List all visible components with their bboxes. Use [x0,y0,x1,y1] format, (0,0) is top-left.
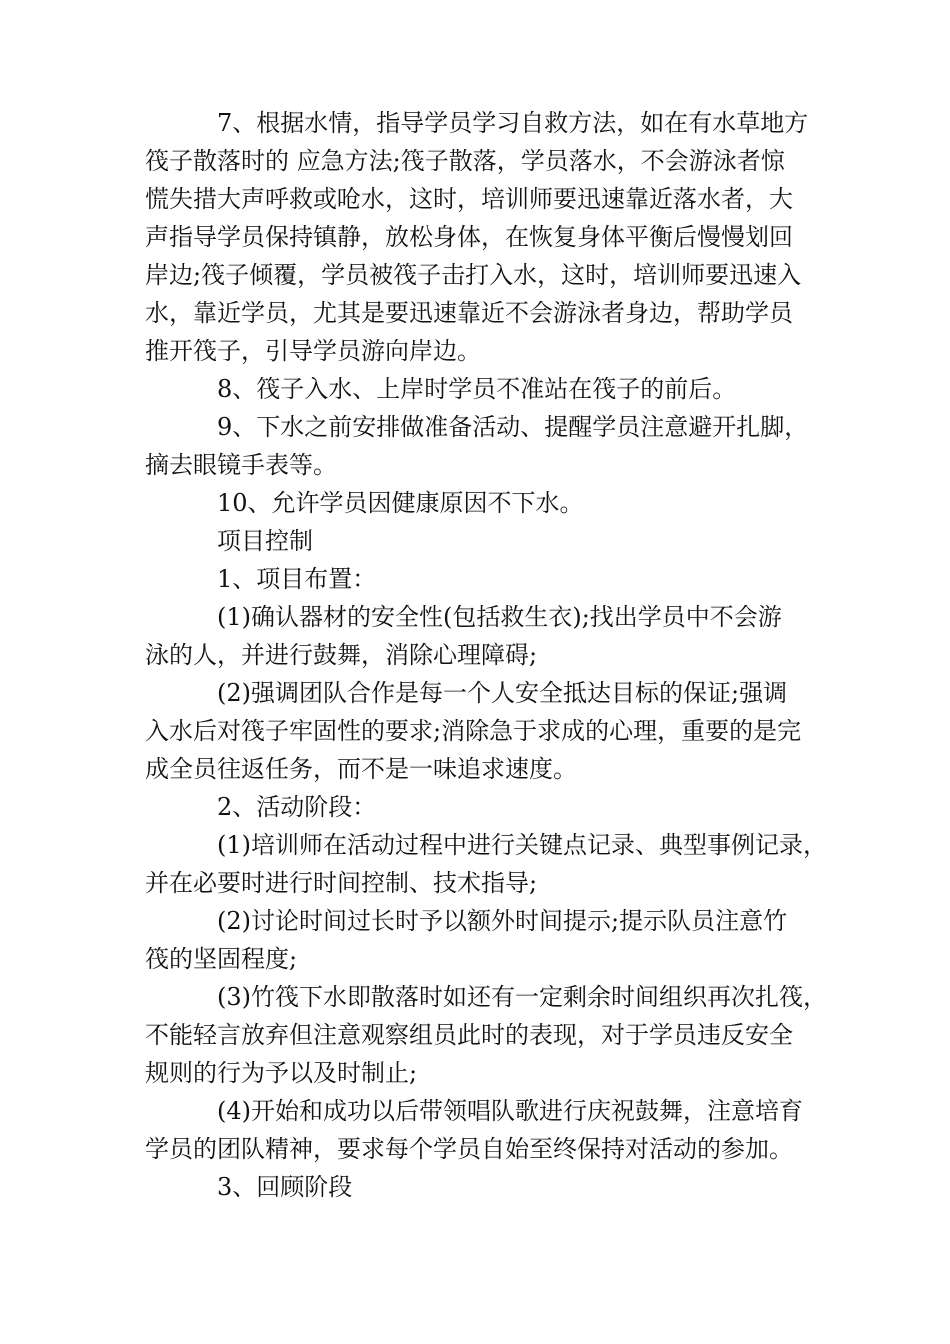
paragraph-first-line: (3)竹筏下水即散落时如还有一定剩余时间组织再次扎筏， [217,983,827,1011]
paragraph-line: 岸边;筏子倾覆，学员被筏子击打入水，这时，培训师要迅速入 [145,261,802,289]
paragraph-first-line: 1、项目布置： [217,565,377,593]
paragraph-first-line: (1)培训师在活动过程中进行关键点记录、典型事例记录， [217,831,827,859]
paragraph-line: 不能轻言放弃但注意观察组员此时的表现，对于学员违反安全 [145,1021,793,1049]
paragraph-first-line: 3、回顾阶段 [217,1173,353,1201]
paragraph-line: 水，靠近学员，尤其是要迅速靠近不会游泳者身边，帮助学员 [145,299,793,327]
paragraph-first-line: 2、活动阶段： [217,793,377,821]
paragraph-first-line: (2)讨论时间过长时予以额外时间提示;提示队员注意竹 [217,907,788,935]
paragraph-first-line: (2)强调团队合作是每一个人安全抵达目标的保证;强调 [217,679,788,707]
paragraph-first-line: 9、下水之前安排做准备活动、提醒学员注意避开扎脚， [217,413,809,441]
paragraph-line: 推开筏子，引导学员游向岸边。 [145,337,481,365]
paragraph-first-line: 8、筏子入水、上岸时学员不准站在筏子的前后。 [217,375,737,403]
paragraph-line: 学员的团队精神，要求每个学员自始至终保持对活动的参加。 [145,1135,793,1163]
paragraph-line: 摘去眼镜手表等。 [145,451,337,479]
paragraph-first-line: (4)开始和成功以后带领唱队歌进行庆祝鼓舞，注意培育 [217,1097,803,1125]
paragraph-first-line: (1)确认器材的安全性(包括救生衣);找出学员中不会游 [217,603,782,631]
paragraph-first-line: 项目控制 [217,527,313,555]
paragraph-line: 声指导学员保持镇静，放松身体，在恢复身体平衡后慢慢划回 [145,223,793,251]
document-body [145,104,827,1206]
paragraph-line: 成全员往返任务，而不是一味追求速度。 [145,755,577,783]
paragraph-line: 泳的人，并进行鼓舞，消除心理障碍; [145,641,538,669]
paragraph-line: 并在必要时进行时间控制、技术指导; [145,869,538,897]
paragraph-line: 筏的坚固程度; [145,945,298,973]
paragraph-first-line: 7、根据水情，指导学员学习自救方法，如在有水草地方 [217,109,809,137]
paragraph-line: 规则的行为予以及时制止; [145,1059,418,1087]
paragraph-first-line: 10、允许学员因健康原因不下水。 [217,489,584,517]
paragraph-line: 筏子散落时的 应急方法;筏子散落，学员落水，不会游泳者惊 [145,147,785,175]
paragraph-line: 慌失措大声呼救或呛水，这时，培训师要迅速靠近落水者，大 [145,185,793,213]
paragraph-line: 入水后对筏子牢固性的要求;消除急于求成的心理，重要的是完 [145,717,802,745]
